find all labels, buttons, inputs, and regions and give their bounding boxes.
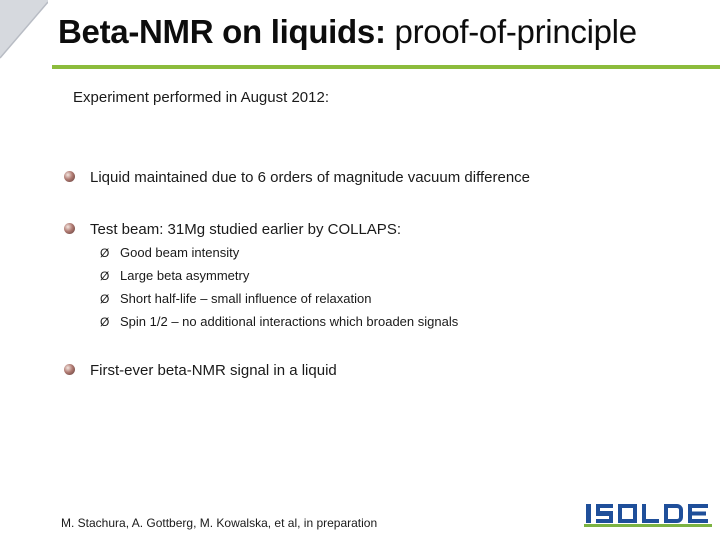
arrow-bullet-icon: Ø xyxy=(100,292,110,306)
slide-title xyxy=(58,10,637,54)
footer-citation: M. Stachura, A. Gottberg, M. Kowalska, et al, in preparation xyxy=(61,516,378,530)
title-underline xyxy=(52,65,720,69)
arrow-bullet-icon: Ø xyxy=(100,269,110,283)
sub-bullet-item: Large beta asymmetry xyxy=(120,268,250,283)
isolde-logo xyxy=(582,500,714,530)
arrow-bullet-icon: Ø xyxy=(100,315,110,329)
corner-decoration xyxy=(0,0,48,60)
slide-title-regular: proof-of-principle xyxy=(394,13,637,50)
sub-bullet-item: Spin 1/2 – no additional interactions which broaden signals xyxy=(120,314,459,329)
intro-text: Experiment performed in August 2012: xyxy=(73,89,329,106)
bullet-icon xyxy=(64,364,75,375)
sub-bullet-item: Short half-life – small influence of relaxation xyxy=(120,291,372,306)
slide-title-bold: Beta-NMR on liquids: xyxy=(58,13,386,50)
bullet-item: Liquid maintained due to 6 orders of magnitude vacuum difference xyxy=(90,169,531,186)
bullet-icon xyxy=(64,171,75,182)
sub-bullet-item: Good beam intensity xyxy=(120,245,240,260)
bullet-item: First-ever beta-NMR signal in a liquid xyxy=(90,362,337,379)
arrow-bullet-icon: Ø xyxy=(100,246,110,260)
bullet-item: Test beam: 31Mg studied earlier by COLLAPS: xyxy=(90,221,401,238)
bullet-icon xyxy=(64,223,75,234)
